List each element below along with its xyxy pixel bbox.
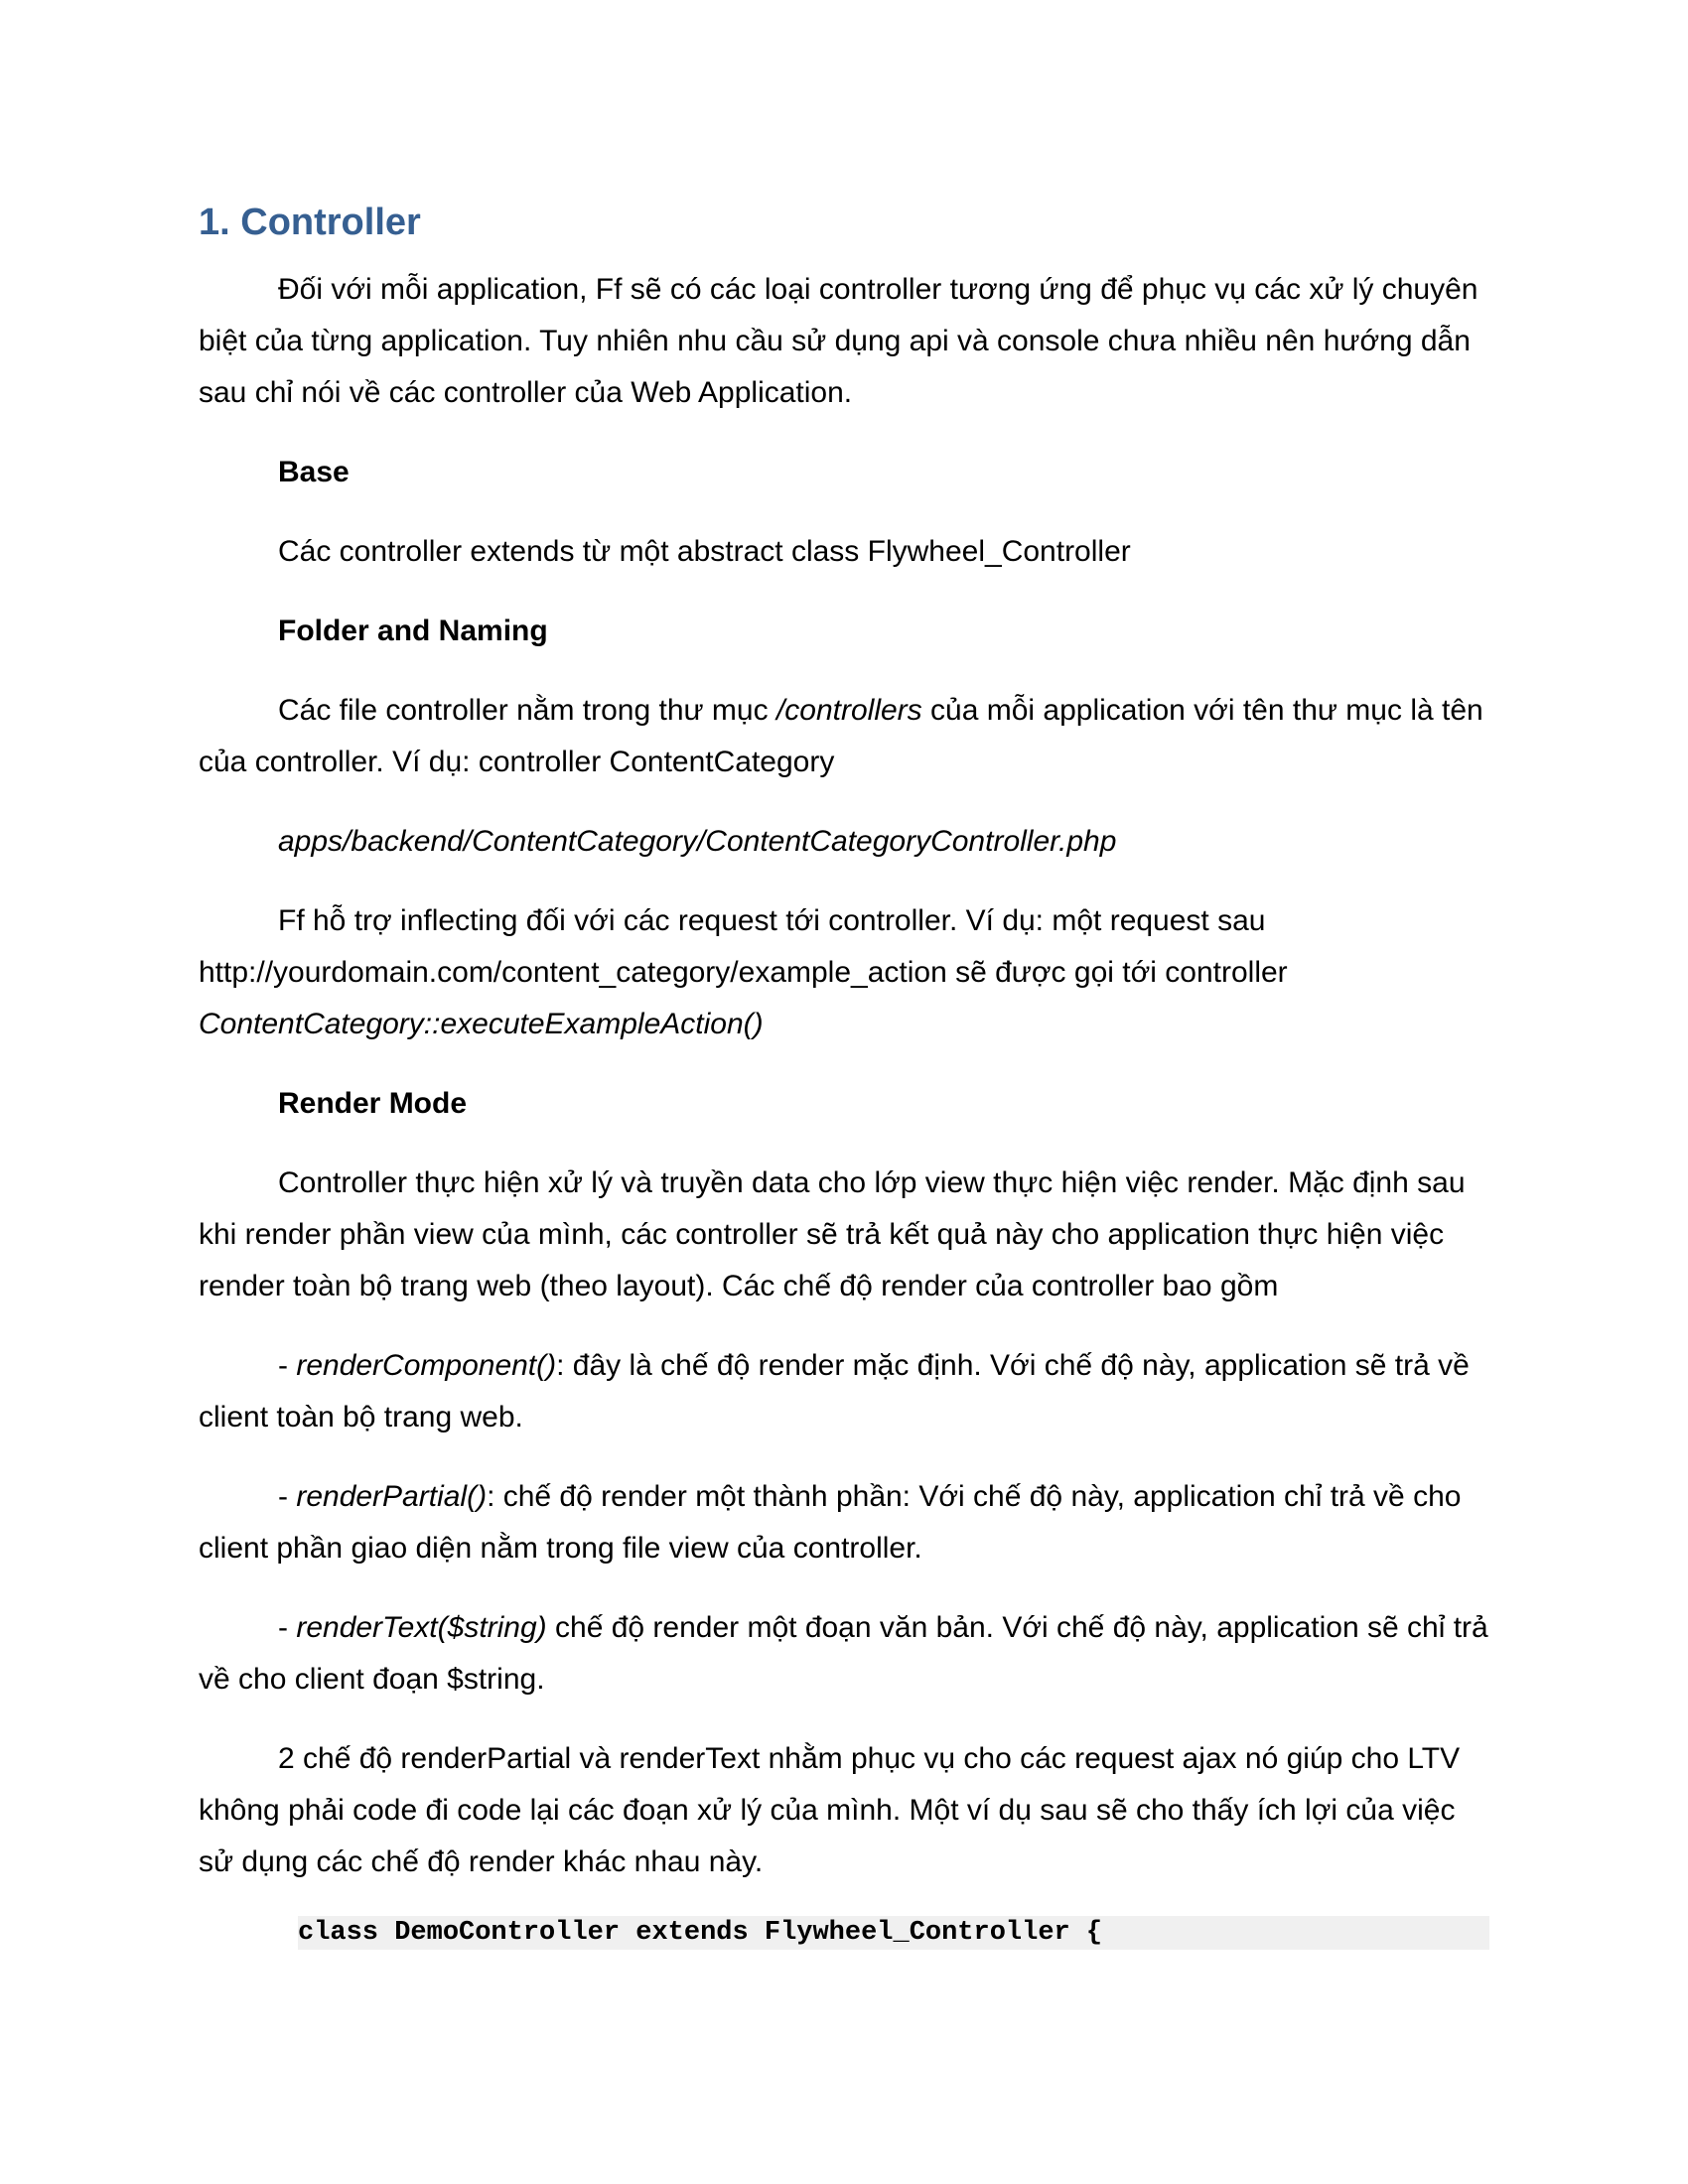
inflect-line-1: Ff hỗ trợ inflecting đối với các request tới controller. Ví dụ: một request sau [278, 904, 1266, 937]
inflect-paragraph [199, 895, 1489, 1050]
mode-name: renderText($string) [296, 1611, 547, 1644]
render-summary-paragraph: 2 chế độ renderPartial và renderText nhằm phục vụ cho các request ajax nó giúp cho LTV không phải code đi code lại các đoạn xử lý của mình. Một ví dụ sau sẽ cho thấy ích lợi của việc sử dụng các chế độ render khác nhau này. [199, 1742, 1461, 1878]
mode-name: renderComponent() [296, 1349, 557, 1382]
mode-dash: - [278, 1349, 297, 1382]
mode-desc: chế độ render một đoạn văn bản. Với chế độ này, application sẽ chỉ trả về cho client đoạn $string. [199, 1611, 1488, 1696]
inflect-line-2: http://yourdomain.com/content_category/example_action sẽ được gọi tới controller [199, 956, 1288, 989]
mode-desc: : đây là chế độ render mặc định. Với chế độ này, application sẽ trả về client toàn bộ trang web. [199, 1349, 1470, 1433]
mode-name: renderPartial() [296, 1480, 488, 1513]
folder-text-pre: Các file controller nằm trong thư mục [278, 694, 776, 727]
render-mode-text [199, 1602, 1489, 1706]
folder-subheading: Folder and Naming [278, 614, 548, 647]
render-mode-partial [199, 1471, 1489, 1574]
code-line: class DemoController extends Flywheel_Controller { [298, 1916, 1489, 1950]
document-page [199, 195, 1489, 1950]
mode-desc: : chế độ render một thành phần: Với chế độ này, application chỉ trả về cho client phần giao diện nằm trong file view của controller. [199, 1480, 1462, 1565]
render-subheading: Render Mode [278, 1087, 468, 1120]
intro-paragraph: Đối với mỗi application, Ff sẽ có các loại controller tương ứng để phục vụ các xử lý chuyên biệt của từng application. Tuy nhiên nhu cầu sử dụng api và console chưa nhiều nên hướng dẫn sau chỉ nói về các controller của Web Application. [199, 273, 1478, 409]
mode-dash: - [278, 1611, 297, 1644]
example-path: apps/backend/ContentCategory/ContentCategoryController.php [278, 825, 1117, 858]
inflect-method: ContentCategory::executeExampleAction() [199, 1008, 764, 1040]
controllers-path: /controllers [775, 694, 922, 727]
render-mode-component [199, 1340, 1489, 1443]
section-heading: 1. Controller [199, 202, 421, 243]
folder-text-post: của mỗi application với tên thư mục là tên của controller. Ví dụ: controller ContentCategory [199, 694, 1483, 778]
mode-dash: - [278, 1480, 297, 1513]
base-subheading: Base [278, 456, 350, 488]
folder-paragraph [199, 685, 1489, 788]
base-paragraph: Các controller extends từ một abstract class Flywheel_Controller [278, 535, 1131, 568]
render-intro-paragraph: Controller thực hiện xử lý và truyền data cho lớp view thực hiện việc render. Mặc định sau khi render phần view của mình, các controller sẽ trả kết quả này cho application thực hiện việc render toàn bộ trang web (theo layout). Các chế độ render của controller bao gồm [199, 1166, 1466, 1302]
